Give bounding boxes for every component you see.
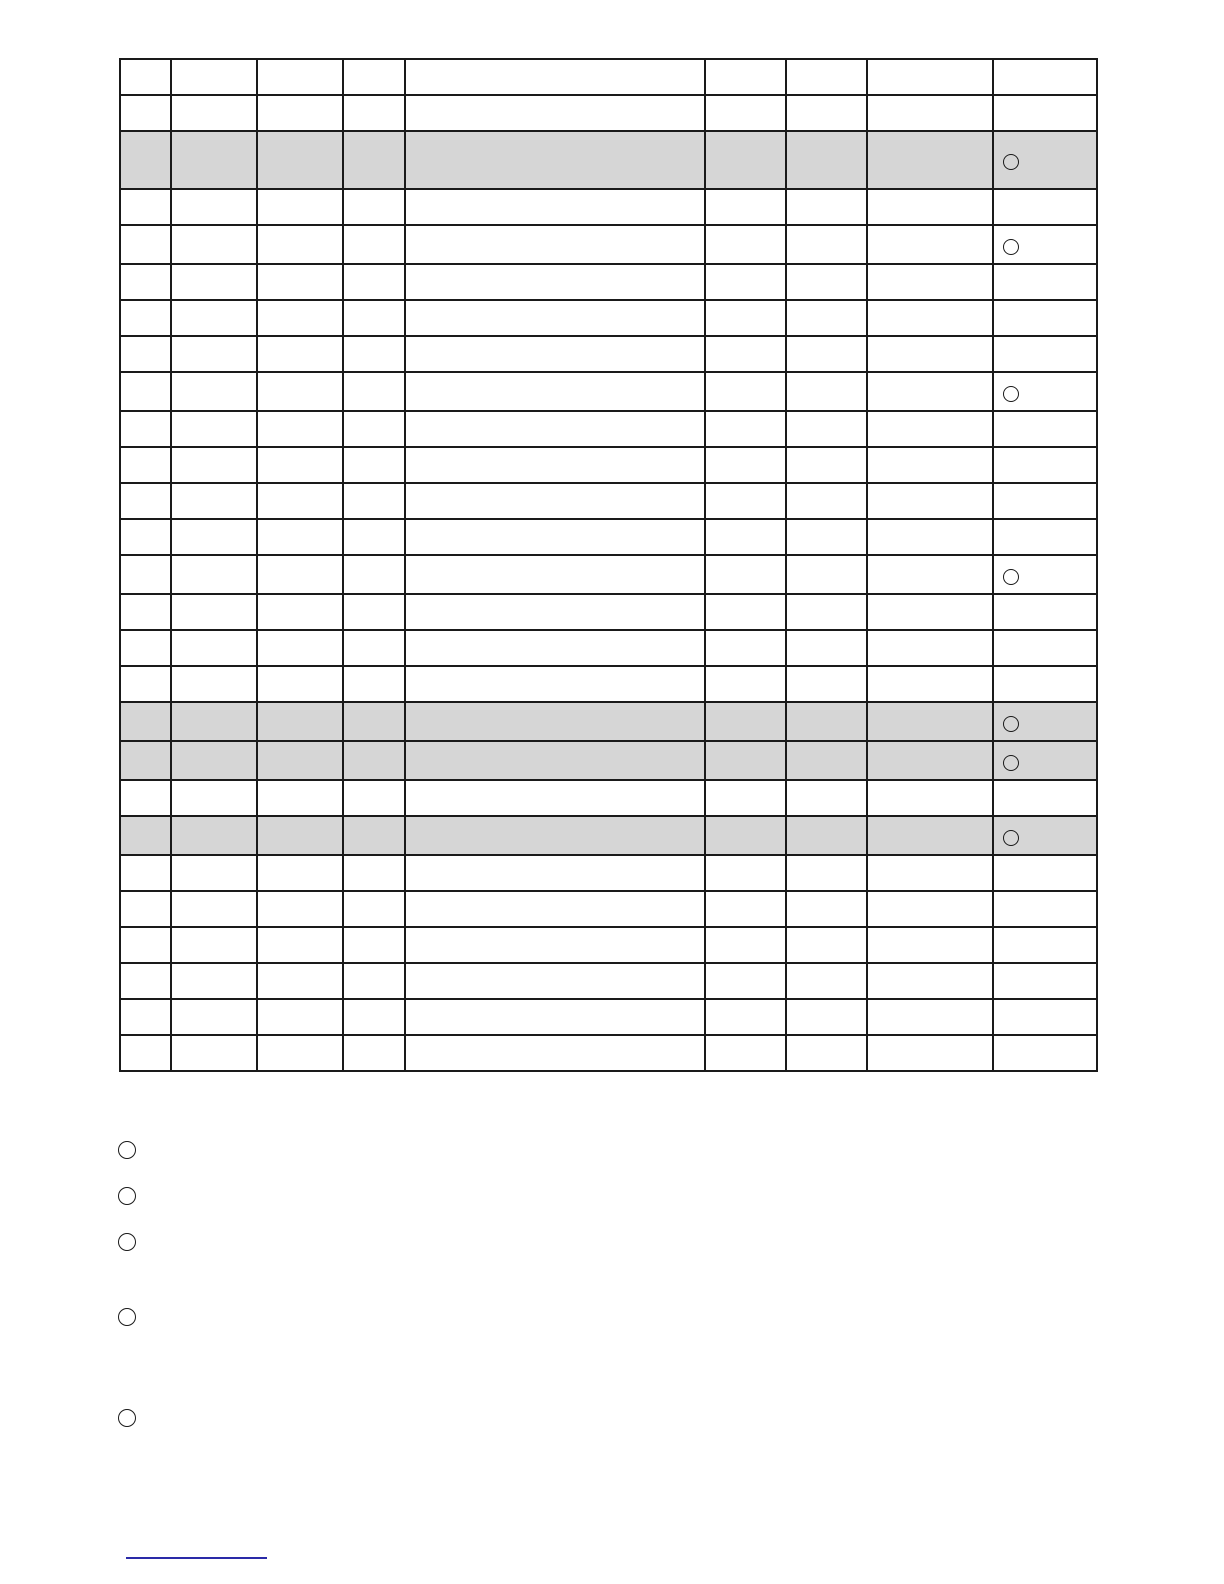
note-circle-icon <box>118 1233 136 1251</box>
note-circle-icon <box>118 1187 136 1205</box>
footer-link-underline <box>126 1557 267 1559</box>
note-circle-icon <box>118 1141 136 1159</box>
notes-section <box>118 0 1098 1584</box>
note-circle-icon <box>118 1308 136 1326</box>
note-circle-icon <box>118 1409 136 1427</box>
